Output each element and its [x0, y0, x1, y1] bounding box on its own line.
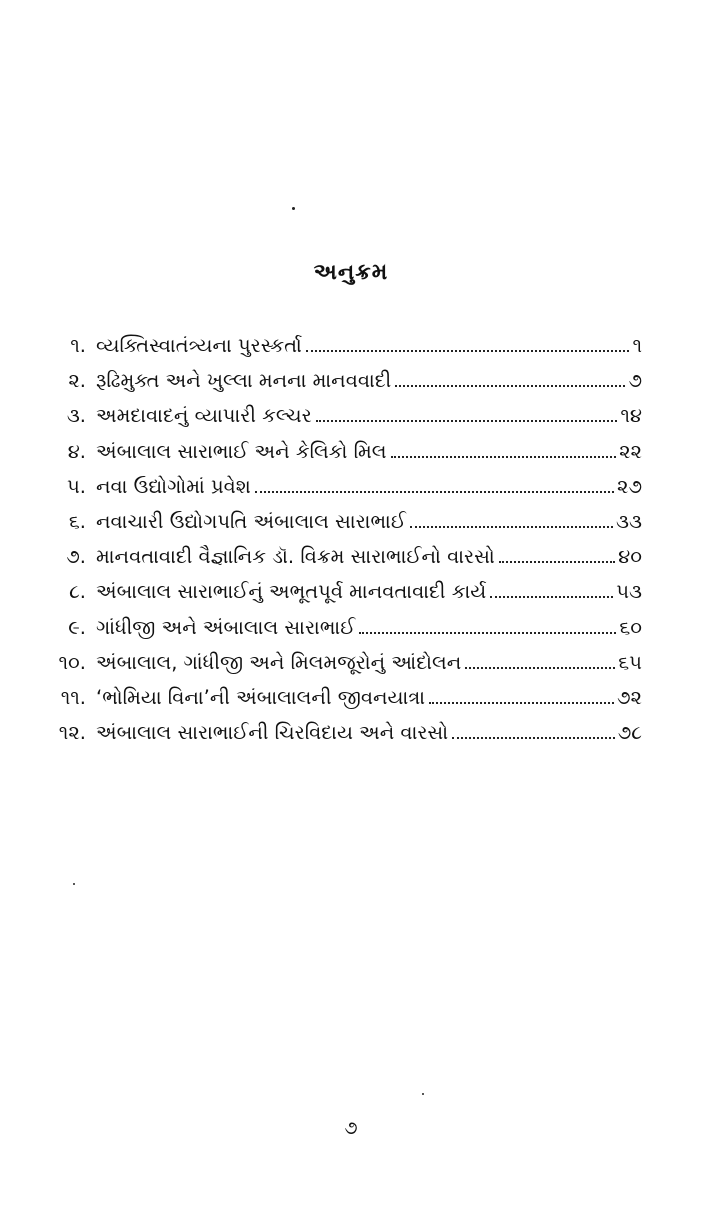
- toc-entry-title: વ્યક્તિસ્વાતંત્ર્યના પુરસ્કર્તા: [96, 334, 302, 357]
- dot-leader: [391, 456, 617, 458]
- toc-entry-page: ૧૪: [620, 404, 642, 428]
- dot-leader: [410, 526, 613, 528]
- dot-leader: [429, 702, 614, 704]
- toc-entry-number: ૪.: [67, 439, 86, 463]
- toc-entry-title: અંબાલાલ સારાભાઈ અને કેલિકો મિલ: [96, 439, 387, 463]
- toc-entry-number: ૨.: [68, 369, 86, 393]
- toc-entry-number: ૧.: [70, 334, 86, 357]
- toc-entry-title: માનવતાવાદી વૈજ્ઞાનિક ડૉ. વિક્રમ સારાભાઈનો વારસો: [96, 545, 495, 569]
- dot-leader: [316, 420, 618, 422]
- dot-leader: [465, 667, 615, 669]
- toc-entry-title: અંબાલાલ સારાભાઈની ચિરવિદાય અને વારસો: [96, 721, 449, 745]
- toc-entry-number: ૧૧.: [60, 685, 86, 709]
- toc-entry-page: ૭૨: [617, 685, 642, 709]
- toc-entry-title: ‘ભોમિયા વિના’ની અંબાલાલની જીવનયાત્રા: [96, 685, 426, 709]
- toc-entry-title: ગાંધીજી અને અંબાલાલ સારાભાઈ: [96, 615, 356, 639]
- toc-entry-page: ૬૫: [618, 650, 642, 674]
- toc-entry: [42, 651, 642, 686]
- toc-entry: [42, 580, 642, 615]
- page-number: ૭: [344, 1117, 358, 1139]
- toc-entry-page: ૫૩: [616, 580, 642, 604]
- toc-entry: [42, 475, 642, 510]
- toc-entry-number: ૧૨.: [58, 721, 86, 745]
- toc-entry-title: નવાચારી ઉદ્યોગપતિ અંબાલાલ સારાભાઈ: [96, 509, 406, 533]
- toc-entry-page: ૭: [628, 369, 642, 393]
- speck-mark: [73, 883, 75, 885]
- toc-entry-number: ૯.: [68, 615, 86, 639]
- table-of-contents: [42, 334, 642, 756]
- toc-entry-number: ૭.: [66, 545, 86, 569]
- dot-leader: [490, 596, 613, 598]
- toc-entry: [42, 440, 642, 475]
- toc-entry-number: ૩.: [66, 404, 86, 428]
- toc-entry-page: ૨૨: [619, 439, 642, 463]
- toc-heading: અનુક્રમ: [313, 260, 389, 285]
- toc-entry-title: અંબાલાલ, ગાંધીજી અને મિલમજૂરોનું આંદોલન: [96, 650, 462, 674]
- toc-entry: [42, 404, 642, 439]
- toc-entry: [42, 334, 642, 369]
- toc-entry: [42, 510, 642, 545]
- toc-entry-number: ૫.: [66, 474, 86, 498]
- toc-entry-title: અમદાવાદનું વ્યાપારી કલ્ચર: [96, 404, 312, 428]
- speck-mark: [422, 1093, 424, 1095]
- toc-entry: [42, 545, 642, 580]
- toc-entry-page: ૧: [632, 334, 642, 357]
- dot-leader: [452, 737, 615, 739]
- toc-entry-page: ૩૩: [616, 509, 642, 533]
- toc-entry-page: ૪૦: [618, 545, 642, 569]
- dot-leader: [359, 632, 616, 634]
- toc-entry-number: ૬.: [68, 509, 86, 533]
- dot-leader: [306, 350, 630, 352]
- toc-entry: [42, 369, 642, 404]
- dot-leader: [499, 561, 615, 563]
- speck-mark: [292, 207, 295, 210]
- toc-entry-page: ૬૦: [619, 615, 642, 639]
- toc-entry-page: ૭૮: [617, 721, 642, 745]
- toc-entry: [42, 721, 642, 756]
- toc-entry: [42, 686, 642, 721]
- toc-entry-page: ૨૭: [617, 474, 642, 498]
- toc-entry-number: ૮.: [69, 580, 86, 604]
- toc-entry: [42, 616, 642, 651]
- toc-entry-title: અંબાલાલ સારાભાઈનું અભૂતપૂર્વ માનવતાવાદી કાર્ય: [96, 580, 487, 604]
- toc-entry-title: રૂઢિમુક્ત અને ખુલ્લા મનના માનવવાદી: [96, 369, 392, 393]
- toc-entry-title: નવા ઉદ્યોગોમાં પ્રવેશ: [96, 474, 251, 498]
- toc-entry-number: ૧૦.: [58, 650, 86, 674]
- dot-leader: [395, 385, 625, 387]
- dot-leader: [255, 491, 614, 493]
